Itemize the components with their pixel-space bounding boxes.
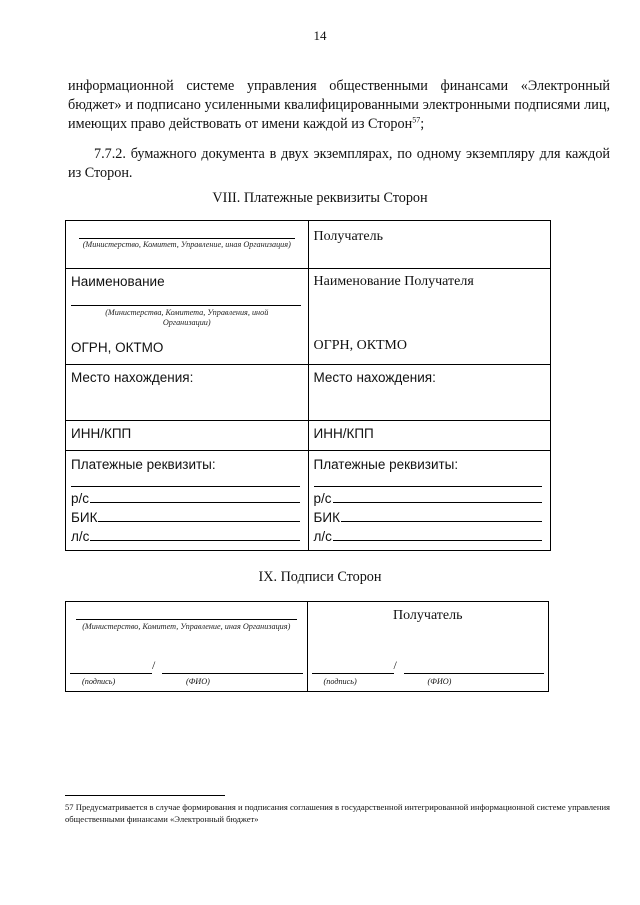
paragraph-end: ; — [420, 116, 425, 132]
bik-line[interactable] — [98, 521, 299, 522]
party-hint: (Министерство, Комитет, Управление, иная Организация) — [82, 622, 291, 631]
recipient-label: Получатель — [393, 608, 463, 623]
left-name-cell — [66, 269, 309, 365]
rs-line[interactable] — [333, 502, 542, 503]
footnote-reference[interactable]: 57 — [412, 115, 421, 125]
right-party-cell — [308, 221, 551, 269]
signature-line[interactable] — [312, 673, 394, 674]
inn-kpp-label: ИНН/КПП — [313, 426, 374, 441]
ls-line[interactable] — [333, 540, 542, 541]
right-signature-cell — [307, 602, 548, 692]
right-location-cell — [308, 365, 551, 421]
bik-label: БИК — [71, 510, 98, 525]
right-name-cell — [308, 269, 551, 365]
party-name-line[interactable] — [76, 619, 297, 620]
recipient-name-label: Наименование Получателя — [313, 274, 474, 289]
ogrn-oktmo-label: ОГРН, ОКТМО — [313, 338, 407, 353]
location-label: Место нахождения: — [71, 370, 194, 385]
rs-label: р/с — [313, 491, 332, 506]
party-name-line[interactable] — [79, 238, 295, 239]
account-rs-row[interactable] — [314, 487, 543, 506]
account-ls-row[interactable] — [314, 525, 543, 544]
name-label: Наименование — [71, 274, 165, 289]
right-inn-cell — [308, 421, 551, 451]
ls-label: л/с — [313, 529, 332, 544]
footnote-57: 57 Предусматривается в случае формирования и подписания соглашения в государственной интегрированной информационной системе управления общественными финансами «Электронный бюджет» — [65, 802, 610, 824]
signature-caption: (подпись) — [82, 677, 116, 686]
fio-caption: (ФИО) — [186, 677, 210, 686]
bik-line[interactable] — [341, 521, 542, 522]
rs-label: р/с — [71, 491, 90, 506]
location-label: Место нахождения: — [313, 370, 436, 385]
footnote-divider — [65, 795, 225, 796]
ogrn-oktmo-label: ОГРН, ОКТМО — [71, 340, 164, 355]
signature-row[interactable] — [70, 658, 303, 674]
account-rs-row[interactable] — [71, 487, 300, 506]
page-number: 14 — [313, 28, 327, 43]
paragraph-paper-document: 7.7.2. бумажного документа в двух экземплярах, по одному экземпляру для каждой из Сторон. — [68, 146, 610, 181]
name-line[interactable] — [71, 305, 301, 306]
payment-details-label: Платежные реквизиты: — [313, 457, 459, 472]
inn-kpp-label: ИНН/КПП — [71, 426, 132, 441]
left-signature-cell — [66, 602, 308, 692]
section-9-title: IX. Подписи Сторон — [258, 569, 382, 585]
paragraph-electronic-budget — [68, 77, 610, 134]
signature-line[interactable] — [70, 673, 152, 674]
bik-row[interactable] — [71, 506, 300, 525]
bik-label: БИК — [313, 510, 340, 525]
signatures-table — [65, 601, 549, 692]
signature-caption: (подпись) — [323, 677, 357, 686]
payment-details-table — [65, 220, 551, 551]
recipient-label: Получатель — [313, 229, 384, 244]
rs-line[interactable] — [90, 502, 299, 503]
bik-row[interactable] — [314, 506, 543, 525]
left-party-cell — [66, 221, 309, 269]
paragraph-text: информационной системе управления общественными финансами «Электронный бюджет» и подписано усиленными квалифицированными электронными подписями лиц, имеющих право действовать от имени каждой из Сторон — [68, 78, 610, 132]
ls-line[interactable] — [90, 540, 299, 541]
name-hint: (Министерства, Комитета, Управления, иной Организации) — [105, 308, 269, 327]
party-hint: (Министерство, Комитет, Управление, иная Организация) — [82, 240, 291, 249]
signature-row[interactable] — [312, 658, 544, 674]
payment-details-label: Платежные реквизиты: — [71, 457, 216, 472]
fio-caption: (ФИО) — [427, 677, 452, 686]
fio-line[interactable] — [162, 673, 303, 674]
ls-label: л/с — [71, 529, 90, 544]
fio-line[interactable] — [404, 673, 544, 674]
slash: / — [152, 658, 156, 672]
left-inn-cell — [66, 421, 309, 451]
left-payment-cell — [66, 451, 309, 551]
right-payment-cell — [308, 451, 551, 551]
account-ls-row[interactable] — [71, 525, 300, 544]
section-8-title: VIII. Платежные реквизиты Сторон — [212, 190, 428, 206]
slash: / — [393, 658, 397, 672]
left-location-cell — [66, 365, 309, 421]
